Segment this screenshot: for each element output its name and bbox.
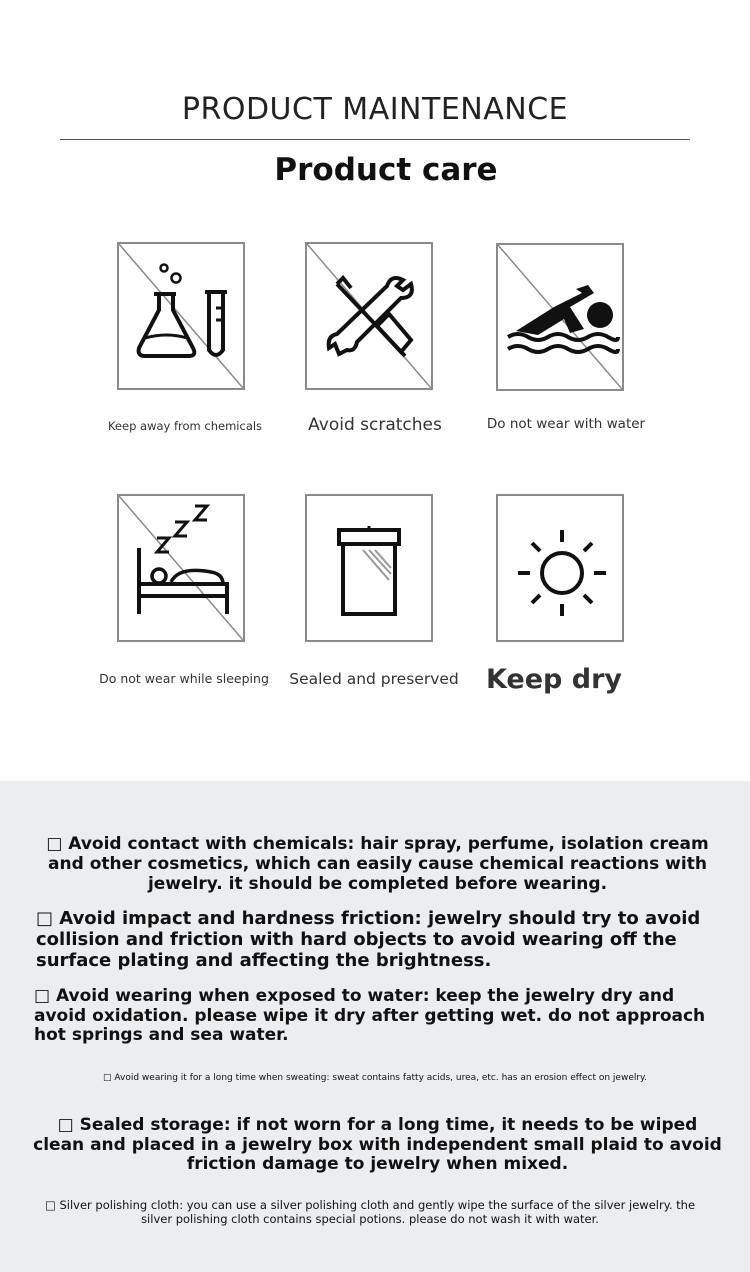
swimmer-icon bbox=[498, 245, 622, 389]
jar-icon bbox=[307, 496, 431, 640]
caption-water: Do not wear with water bbox=[486, 416, 646, 432]
tools-icon bbox=[307, 244, 431, 388]
caption-scratches: Avoid scratches bbox=[308, 415, 442, 435]
care-card-scratches bbox=[305, 242, 433, 390]
caption-chemicals: Keep away from chemicals bbox=[107, 419, 263, 433]
page-title: PRODUCT MAINTENANCE bbox=[181, 92, 569, 127]
sleeping-icon bbox=[119, 496, 243, 640]
sun-icon bbox=[498, 496, 622, 640]
section-title: Product care bbox=[274, 152, 498, 188]
care-card-sleeping bbox=[117, 494, 245, 642]
instruction-sweat: □ Avoid wearing it for a long time when sweating: sweat contains fatty acids, urea, etc. has an erosion effect on jewelry. bbox=[103, 1073, 647, 1083]
instruction-chemicals: □ Avoid contact with chemicals: hair spray, perfume, isolation cream and other cosmetics, which can easily cause chemical reactions with jewelry. it should be completed before wearing. bbox=[46, 834, 709, 894]
care-card-sealed bbox=[305, 494, 433, 642]
care-card-water bbox=[496, 243, 624, 391]
caption-sleeping: Do not wear while sleeping bbox=[99, 671, 269, 686]
caption-sealed: Sealed and preserved bbox=[289, 670, 459, 688]
care-card-chemicals bbox=[117, 242, 245, 390]
title-divider bbox=[60, 139, 690, 140]
care-card-dry bbox=[496, 494, 624, 642]
caption-dry: Keep dry bbox=[485, 664, 623, 695]
instruction-impact: □ Avoid impact and hardness friction: jewelry should try to avoid collision and friction with hard objects to avoid wearing off the surface plating and affecting the brightness. bbox=[36, 908, 701, 971]
instruction-water: □ Avoid wearing when exposed to water: keep the jewelry dry and avoid oxidation. please wipe it dry after getting wet. do not approach hot springs and sea water. bbox=[34, 986, 706, 1045]
instruction-storage: □ Sealed storage: if not worn for a long time, it needs to be wiped clean and placed in a jewelry box with independent small plaid to avoid friction damage to jewelry when mixed. bbox=[33, 1115, 722, 1174]
chemicals-icon bbox=[119, 244, 243, 388]
instruction-polishing: □ Silver polishing cloth: you can use a silver polishing cloth and gently wipe the surface of the silver jewelry. the silver polishing cloth contains special potions. please do not wash it with water. bbox=[44, 1198, 696, 1226]
